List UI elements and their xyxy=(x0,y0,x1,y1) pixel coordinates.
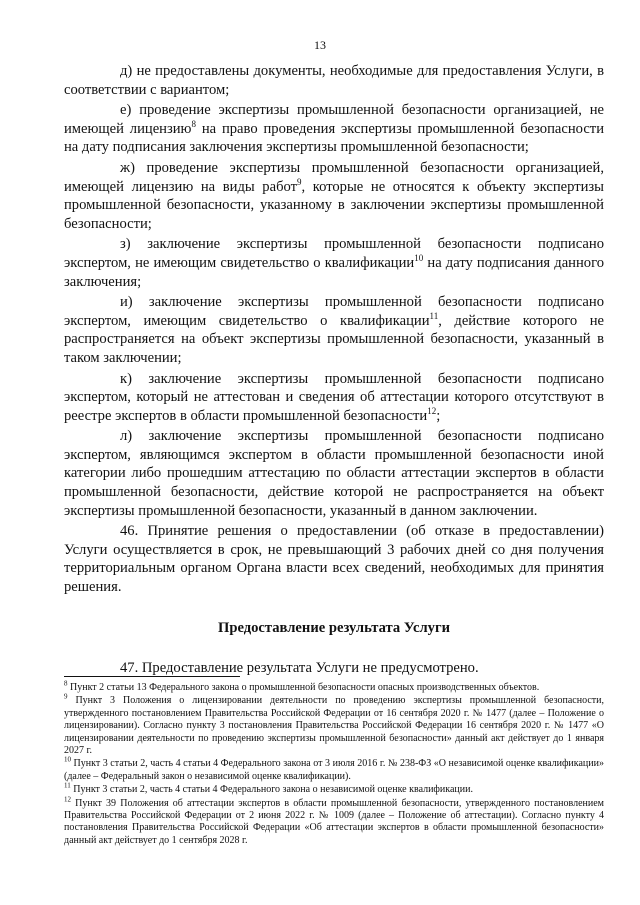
section-heading: Предоставление результата Услуги xyxy=(218,619,450,636)
paragraph-zh xyxy=(64,159,604,233)
footnote-8 xyxy=(64,679,604,694)
paragraph-l xyxy=(64,427,604,520)
main-text xyxy=(64,62,604,678)
paragraph-text-tail: ; xyxy=(436,407,441,424)
footnote-11 xyxy=(64,781,604,796)
footnote-text: Пункт 39 Положения об аттестации экспертов в области промышленной безопасности, утвержденного постановлением Правительства Российской Федерации от 2 июня 2022 г. № 1009 (далее – Положение об аттестации). Согласно пункту 4 постановления Правительства Российской Федерации «Об аттестации экспертов в области промышленной безопасности» данный акт действует до 1 сентября 2028 г. xyxy=(64,797,604,846)
paragraph-z xyxy=(64,235,604,291)
paragraph-text: и) заключение экспертизы промышленной безопасности подписано экспертом, имеющим свидетельство о квалификации xyxy=(64,294,604,329)
paragraph-46 xyxy=(64,522,604,596)
paragraph-text-tail: , которые не относятся к объекту экспертизы промышленной безопасности, указанному в заключении экспертизы промышленной безопасности; xyxy=(64,178,604,232)
footnote-number: 8 xyxy=(64,679,68,688)
paragraph-text: 47. Предоставление результата Услуги не предусмотрено. xyxy=(120,660,479,677)
footnotes xyxy=(64,679,604,848)
paragraph-text: к) заключение экспертизы промышленной безопасности подписано экспертом, который не аттестован и сведения об аттестации которого отсутствуют в реестре экспертов в области промышленной безопасности xyxy=(64,370,604,424)
paragraph-text: д) не предоставлены документы, необходимые для предоставления Услуги, в соответствии с вариантом; xyxy=(64,63,604,98)
footnote-number: 9 xyxy=(64,693,68,702)
footnote-text: Пункт 2 статьи 13 Федерального закона о промышленной безопасности опасных производственных объектов. xyxy=(67,682,540,693)
paragraph-i xyxy=(64,293,604,367)
paragraph-text: е) проведение экспертизы промышленной безопасности организацией, не имеющей лицензию xyxy=(64,102,604,137)
footnote-number: 11 xyxy=(64,781,71,790)
paragraph-d xyxy=(64,62,604,99)
footnote-ref[interactable]: 12 xyxy=(427,405,437,416)
paragraph-text: 46. Принятие решения о предоставлении (об отказе в предоставлении) Услуги осуществляется в срок, не превышающий 3 рабочих дней со дня получения территориальным органом Органа власти всех сведений, необходимых для принятия решения. xyxy=(64,523,604,596)
footnote-ref[interactable]: 8 xyxy=(191,118,196,129)
footnote-text: Пункт 3 Положения о лицензировании деятельности по проведению экспертизы промышленной безопасности, утвержденного постановлением Правительства Российской Федерации от 16 сентября 2020 г. № 1477 (далее – Положение о лицензировании). Согласно пункту 3 постановления Правительства Российской Федерации 16 сентября 2020 г. № 1477 «О лицензировании деятельности по проведению экспертизы промышленной безопасности» данный акт действует до 1 января 2027 г. xyxy=(64,695,604,757)
footnote-12 xyxy=(64,795,604,848)
footnote-ref[interactable]: 9 xyxy=(296,176,302,187)
footnote-10 xyxy=(64,758,604,783)
footnote-text: Пункт 3 статьи 2, часть 4 статьи 4 Федерального закона от 3 июля 2016 г. № 238-ФЗ «О независимой оценке квалификации» (далее – Федеральный закон о независимой оценке квалификации). xyxy=(64,758,604,782)
footnote-separator xyxy=(64,676,240,677)
footnote-ref[interactable]: 11 xyxy=(429,310,439,321)
paragraph-text-tail: на дату подписания данного заключения; xyxy=(64,254,605,290)
footnote-9 xyxy=(64,695,604,757)
paragraph-text-tail: , действие которого не распространяется на объект экспертизы промышленной безопасности, указанный в таком заключении; xyxy=(64,312,604,366)
footnote-number: 12 xyxy=(64,795,71,804)
paragraph-text: ж) проведение экспертизы промышленной безопасности организацией, имеющей лицензию на виды работ xyxy=(64,159,604,195)
footnote-ref[interactable]: 10 xyxy=(414,253,424,264)
page-number: 13 xyxy=(314,38,326,52)
paragraph-e xyxy=(64,101,604,157)
footnote-text: Пункт 3 статьи 2, часть 4 статьи 4 Федерального закона о независимой оценке квалификации. xyxy=(70,784,473,796)
footnote-number: 10 xyxy=(64,756,71,765)
paragraph-text-tail: на право проведения экспертизы промышленной безопасности на дату подписания заключения экспертизы промышленной безопасности; xyxy=(64,120,604,156)
paragraph-text: л) заключение экспертизы промышленной безопасности подписано экспертом, являющимся экспертом в области промышленной безопасности иной категории либо прошедшим аттестацию по области аттестации экспертов в области промышленной безопасности, действие которой не распространяется на объект экспертизы промышленной безопасности, указанный в данном заключении. xyxy=(64,428,604,519)
paragraph-k xyxy=(64,370,604,426)
paragraph-text: з) заключение экспертизы промышленной безопасности подписано экспертом, не имеющим свидетельство о квалификации xyxy=(64,236,604,271)
